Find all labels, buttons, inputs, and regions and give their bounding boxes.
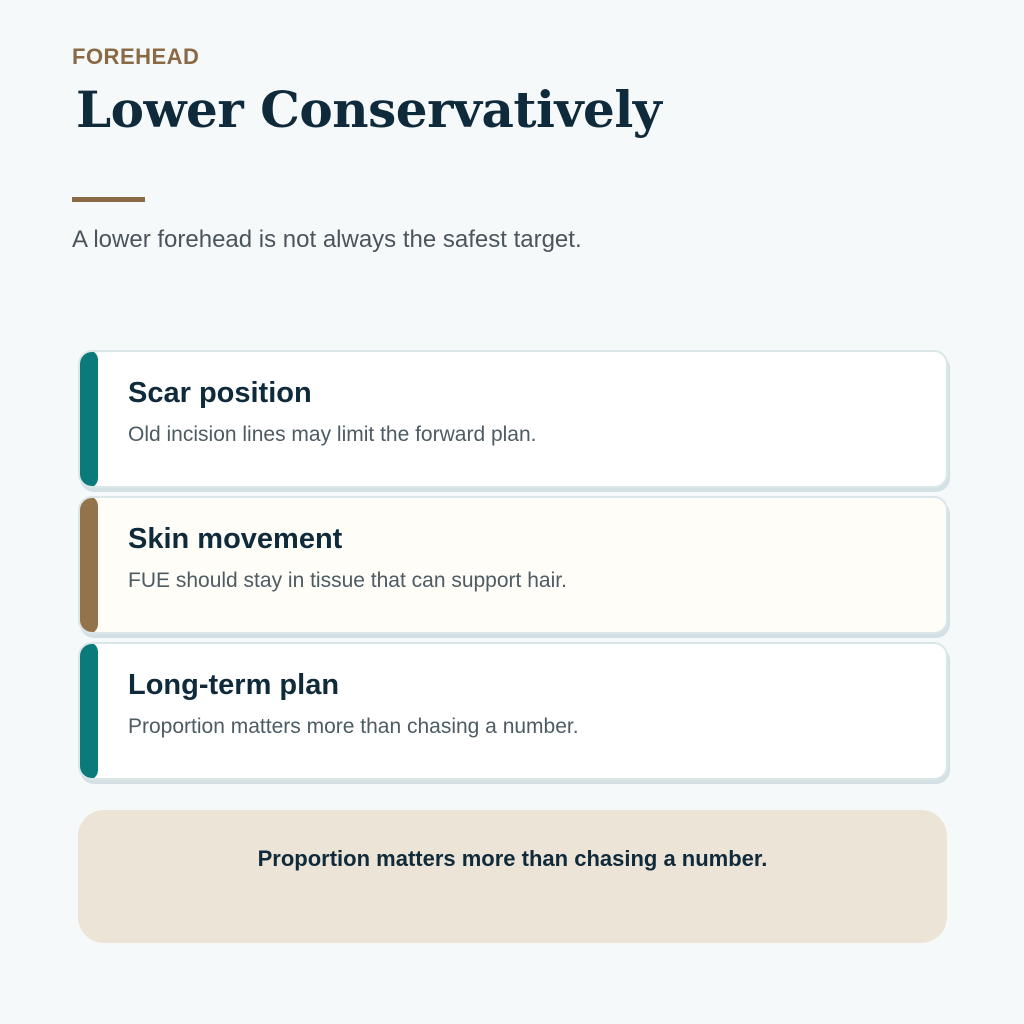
- callout-text: Proportion matters more than chasing a number.: [257, 846, 768, 871]
- card-title: Scar position: [128, 377, 312, 409]
- title-divider: [72, 197, 145, 202]
- card-skin-movement: [78, 496, 948, 634]
- card-text: FUE should stay in tissue that can support hair.: [128, 569, 567, 592]
- card-long-term-plan: [78, 642, 948, 780]
- card-accent-bar: [78, 496, 98, 634]
- page-subtitle: A lower forehead is not always the safest target.: [72, 226, 582, 253]
- card-accent-bar: [78, 350, 98, 488]
- page-title: Lower Conservatively: [76, 80, 662, 139]
- card-text: Old incision lines may limit the forward plan.: [128, 423, 537, 446]
- card-title: Long-term plan: [128, 669, 340, 701]
- section-eyebrow: FOREHEAD: [72, 44, 200, 69]
- card-title: Skin movement: [128, 523, 343, 555]
- card-scar-position: [78, 350, 948, 488]
- card-text: Proportion matters more than chasing a number.: [128, 715, 579, 738]
- card-accent-bar: [78, 642, 98, 780]
- summary-callout: [78, 810, 947, 943]
